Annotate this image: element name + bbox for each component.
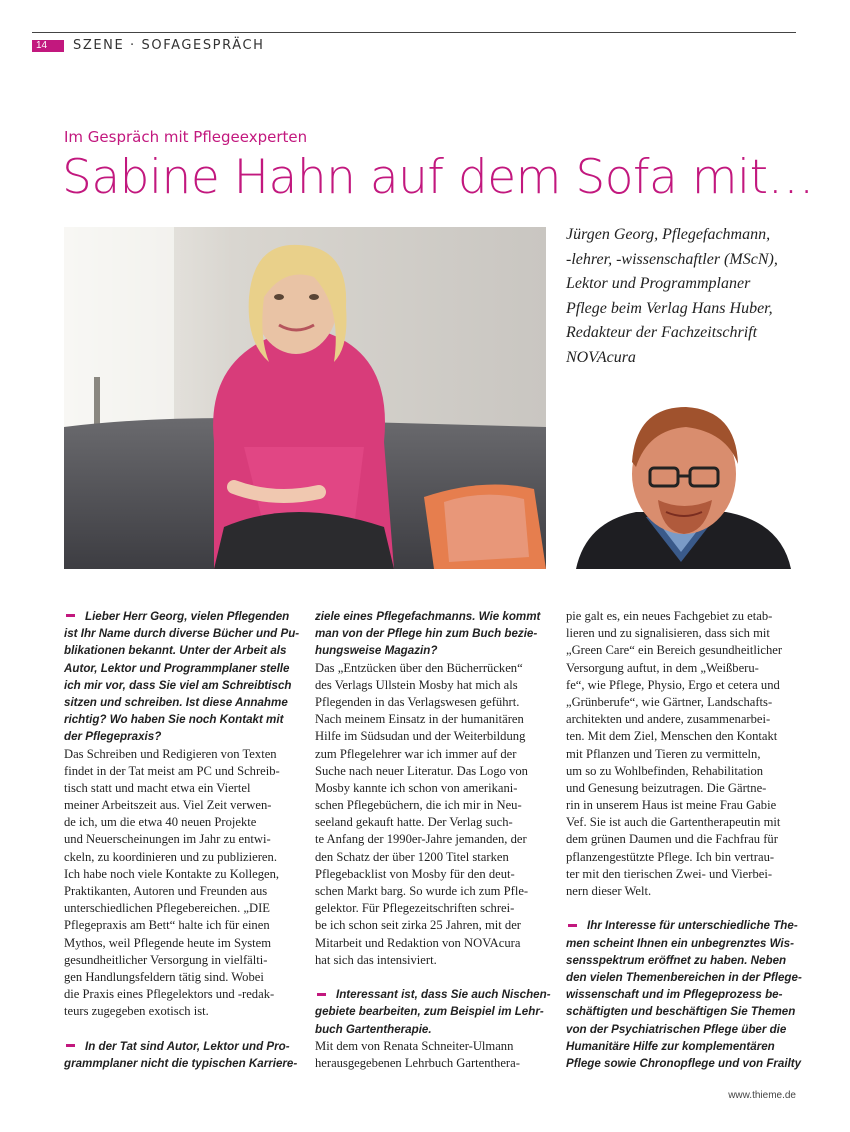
answer-line <box>315 952 547 969</box>
question-line <box>64 677 296 694</box>
line-text: Vef. Sie ist auch die Gartentherapeutin mit <box>566 815 781 830</box>
question-line <box>566 1021 798 1038</box>
line-text: gebiete bearbeiten, zum Beispiel im Lehr- <box>315 1005 544 1019</box>
answer-line <box>566 849 798 866</box>
answer-line <box>315 677 547 694</box>
question-line <box>64 625 300 642</box>
answer-line <box>566 831 798 848</box>
line-text: ziele eines Pflegefachmanns. Wie kommt <box>315 610 541 623</box>
line-text: richtig? Wo haben Sie noch Kontakt mit <box>64 713 284 727</box>
answer-line <box>64 952 296 969</box>
line-text: sitzen und schreiben. Ist diese Annahme <box>64 695 288 709</box>
question-line <box>64 1055 296 1072</box>
line-text: ten. Mit dem Ziel, Menschen den Kontakt <box>566 729 778 744</box>
question-line <box>64 608 296 625</box>
answer-line <box>64 746 296 763</box>
question-line <box>566 917 798 934</box>
line-text: Mythos, weil Pflegende heute im System <box>64 935 272 950</box>
question-bullet-icon <box>568 924 577 927</box>
answer-line <box>315 900 547 917</box>
answer-line <box>64 831 296 848</box>
line-text: dem grünen Daumen und die Fachfrau für <box>566 832 778 847</box>
answer-line <box>566 711 798 728</box>
answer-line <box>566 866 798 883</box>
question-line <box>315 625 547 642</box>
guest-intro-line: NOVAcura <box>566 348 636 366</box>
question-line <box>64 642 296 659</box>
answer-line <box>64 849 296 866</box>
header-rule <box>32 32 796 33</box>
interviewer-photo <box>64 227 546 569</box>
line-text: tisch statt und macht etwa ein Viertel <box>64 780 251 795</box>
answer-line <box>566 625 798 642</box>
line-text: und Genesung beizutragen. Die Gärtne- <box>566 780 767 795</box>
line-text: gelektor. Für Pflegezeitschriften schrei- <box>315 901 515 916</box>
line-text: fe“, wie Pflege, Physio, Ergo et cetera und <box>566 677 780 692</box>
answer-line <box>315 883 547 900</box>
answer-line <box>64 917 296 934</box>
question-bullet-icon <box>317 993 326 996</box>
line-text: seeland gekauft hatte. Der Verlag such- <box>315 815 513 830</box>
section-label: SZENE · SOFAGESPRÄCH <box>73 38 265 53</box>
line-text: Versorgung auftut, in dem „Weißberu- <box>566 660 759 675</box>
line-text: Praktikanten, Autoren und Freunden aus <box>64 884 268 898</box>
answer-line <box>566 780 798 797</box>
answer-line <box>566 763 798 780</box>
line-text: „Green Care“ ein Bereich gesundheitlicher <box>566 643 783 658</box>
answer-line <box>315 694 547 711</box>
answer-line <box>315 797 547 814</box>
answer-line <box>64 969 296 986</box>
guest-introduction <box>566 223 806 370</box>
line-text: grammplaner nicht die typischen Karriere- <box>64 1056 298 1070</box>
line-text: Mitarbeit und Redaktion von NOVAcura <box>315 935 521 950</box>
article-column-1 <box>64 608 300 1072</box>
answer-line <box>566 814 798 831</box>
question-line <box>315 1003 547 1020</box>
line-text: Nach meinem Einsatz in der humanitären <box>315 712 524 727</box>
line-text: nern dieser Welt. <box>566 884 652 898</box>
line-text: lieren und zu signalisieren, dass sich mit <box>566 626 770 641</box>
line-text: blikationen bekannt. Unter der Arbeit als <box>64 644 287 658</box>
line-text: man von der Pflege hin zum Buch bezie- <box>315 627 538 641</box>
answer-line <box>315 728 547 745</box>
line-text: rin in unserem Haus ist meine Frau Gabie <box>566 798 777 813</box>
answer-line <box>64 814 296 831</box>
line-text: Autor, Lektor und Programmplaner stelle <box>64 661 290 675</box>
answer-line <box>64 797 296 814</box>
question-line <box>64 660 296 677</box>
answer-line <box>315 780 547 797</box>
question-line <box>566 986 798 1003</box>
footer-url: www.thieme.de <box>728 1090 796 1101</box>
line-text: gen Handlungsfeldern tätig sind. Wobei <box>64 969 264 984</box>
line-text: Pflegenden in das Verlagswesen geführt. <box>315 694 520 709</box>
guest-intro-line: -lehrer, -wissenschaftler (MScN), <box>566 250 778 268</box>
line-text: Mit dem von Renata Schneiter-Ulmann <box>315 1038 514 1053</box>
line-text: unterschiedlichen Pflegebereichen. „DIE <box>64 901 270 916</box>
answer-line <box>64 986 296 1003</box>
line-text: In der Tat sind Autor, Lektor und Pro- <box>85 1039 290 1053</box>
answer-line <box>64 763 296 780</box>
line-text: mit Pflanzen und Tieren zu vermitteln, <box>566 746 761 761</box>
question-line <box>64 728 296 745</box>
line-text: hungsweise Magazin? <box>315 644 438 658</box>
question-line <box>566 969 802 986</box>
line-text: ckeln, zu koordinieren und zu publizieren. <box>64 849 277 864</box>
line-text: ter mit den tierischen Zwei- und Vierbei- <box>566 866 773 881</box>
line-text: Pflegepraxis am Bett“ halte ich für einen <box>64 918 270 933</box>
answer-line <box>64 780 296 797</box>
guest-intro-line: Lektor und Programmplaner <box>566 275 751 292</box>
answer-line <box>315 763 547 780</box>
paragraph-gap <box>566 900 798 917</box>
line-text: von der Psychiatrischen Pflege über die <box>566 1022 787 1036</box>
question-line <box>64 694 296 711</box>
line-text: ist Ihr Name durch diverse Bücher und Pu- <box>64 627 300 641</box>
line-text: die Praxis eines Pflegelektors und -redak- <box>64 987 275 1002</box>
line-text: den Schatz der über 1200 Titel starken <box>315 849 509 864</box>
question-line <box>315 986 551 1003</box>
line-text: be ich schon seit zirka 25 Jahren, mit der <box>315 918 521 933</box>
line-text: „Grünberufe“, wie Gärtner, Landschafts- <box>566 694 773 709</box>
answer-line <box>315 866 547 883</box>
answer-line <box>64 883 296 900</box>
answer-line <box>566 642 798 659</box>
line-text: Pflege sowie Chronopflege und von Frailty <box>566 1056 802 1070</box>
answer-line <box>64 866 296 883</box>
answer-line <box>566 660 798 677</box>
line-text: Das Schreiben und Redigieren von Texten <box>64 746 277 761</box>
line-text: buch Gartentherapie. <box>315 1022 432 1036</box>
line-text: men scheint Ihnen ein unbegrenztes Wis- <box>566 936 794 950</box>
line-text: Pflegebacklist von Mosby für den deut- <box>315 866 515 881</box>
answer-line <box>566 746 798 763</box>
article-headline: Sabine Hahn auf dem Sofa mit… <box>62 150 815 205</box>
line-text: ich mir vor, dass Sie viel am Schreibtisch <box>64 678 292 692</box>
answer-line <box>64 935 296 952</box>
line-text: den vielen Themenbereichen in der Pflege- <box>566 970 802 984</box>
answer-line <box>315 849 547 866</box>
question-line <box>566 935 798 952</box>
guest-portrait <box>566 392 796 569</box>
answer-line <box>315 917 547 934</box>
paragraph-gap <box>64 1021 296 1038</box>
line-text: sensspektrum eröffnet zu haben. Neben <box>566 953 787 967</box>
answer-line <box>64 900 296 917</box>
answer-line <box>315 935 547 952</box>
answer-line <box>315 746 547 763</box>
line-text: des Verlags Ullstein Mosby hat mich als <box>315 677 518 692</box>
line-text: der Pflegepraxis? <box>64 730 162 744</box>
answer-line <box>315 831 547 848</box>
line-text: gesundheitlicher Versorgung in vielfälti- <box>64 952 268 967</box>
line-text: und Neuerscheinungen im Jahr zu entwi- <box>64 832 271 847</box>
question-line <box>315 608 547 625</box>
question-line <box>566 1038 798 1055</box>
answer-line <box>315 660 547 677</box>
line-text: te Anfang der 1990er-Jahre jemanden, der <box>315 832 527 847</box>
line-text: Das „Entzücken über den Bücherrücken“ <box>315 660 523 675</box>
line-text: architekten und andere, zusammenarbei- <box>566 712 771 727</box>
article-column-2 <box>315 608 551 1072</box>
answer-line <box>566 883 798 900</box>
line-text: zum Pflegelehrer war ich immer auf der <box>315 746 517 761</box>
answer-line <box>566 677 798 694</box>
question-line <box>566 952 798 969</box>
answer-line <box>315 711 547 728</box>
line-text: Lieber Herr Georg, vielen Pflegenden <box>85 610 290 623</box>
line-text: Hilfe im Südsudan und der Weiterbildung <box>315 729 526 744</box>
question-line <box>566 1055 802 1072</box>
line-text: pie galt es, ein neues Fachgebiet zu etab- <box>566 609 773 623</box>
line-text: Suche nach neuer Literatur. Das Logo von <box>315 763 528 778</box>
answer-line <box>315 1055 547 1072</box>
paragraph-gap <box>315 969 547 986</box>
line-text: findet in der Tat meist am PC und Schreib- <box>64 763 280 778</box>
line-text: wissenschaft und im Pflegeprozess be- <box>566 988 783 1002</box>
line-text: Ich habe noch viele Kontakte zu Kollegen, <box>64 866 280 881</box>
line-text: Interessant ist, dass Sie auch Nischen- <box>336 988 551 1002</box>
line-text: schen Pflegebüchern, die ich mir in Neu- <box>315 798 522 813</box>
line-text: pflanzengestützte Pflege. Ich bin vertrau- <box>566 849 775 864</box>
guest-intro-line: Jürgen Georg, Pflegefachmann, <box>566 226 771 243</box>
question-bullet-icon <box>66 614 75 617</box>
line-text: teurs zugegeben exotisch ist. <box>64 1004 209 1019</box>
question-line <box>64 1038 296 1055</box>
article-column-3 <box>566 608 802 1072</box>
question-line <box>315 642 547 659</box>
line-text: de ich, um die etwa 40 neuen Projekte <box>64 815 257 830</box>
article-kicker: Im Gespräch mit Pflegeexperten <box>64 128 308 146</box>
line-text: um so zu Wohlbefinden, Rehabilitation <box>566 763 764 778</box>
guest-intro-line: Pflege beim Verlag Hans Huber, <box>566 299 773 317</box>
question-bullet-icon <box>66 1044 75 1047</box>
line-text: Mosby kannte ich schon von amerikani- <box>315 780 518 795</box>
guest-intro-line: Redakteur der Fachzeitschrift <box>566 324 758 341</box>
line-text: schäftigten und beschäftigen Sie Themen <box>566 1005 796 1019</box>
answer-line <box>64 1003 296 1020</box>
line-text: Humanitäre Hilfe zur komplementären <box>566 1039 775 1053</box>
line-text: hat sich das intensiviert. <box>315 952 437 967</box>
answer-line <box>566 608 798 625</box>
answer-line <box>566 728 798 745</box>
answer-line <box>566 694 798 711</box>
line-text: schen Markt barg. So wurde ich zum Pfle- <box>315 884 529 898</box>
line-text: meiner Arbeitszeit aus. Viel Zeit verwen- <box>64 798 272 813</box>
question-line <box>64 711 296 728</box>
line-text: herausgegebenen Lehrbuch Gartenthera- <box>315 1055 520 1070</box>
answer-line <box>566 797 798 814</box>
page-number: 14 <box>32 40 64 52</box>
question-line <box>566 1003 798 1020</box>
answer-line <box>315 814 547 831</box>
question-line <box>315 1021 547 1038</box>
line-text: Ihr Interesse für unterschiedliche The- <box>587 919 798 933</box>
answer-line <box>315 1038 547 1055</box>
